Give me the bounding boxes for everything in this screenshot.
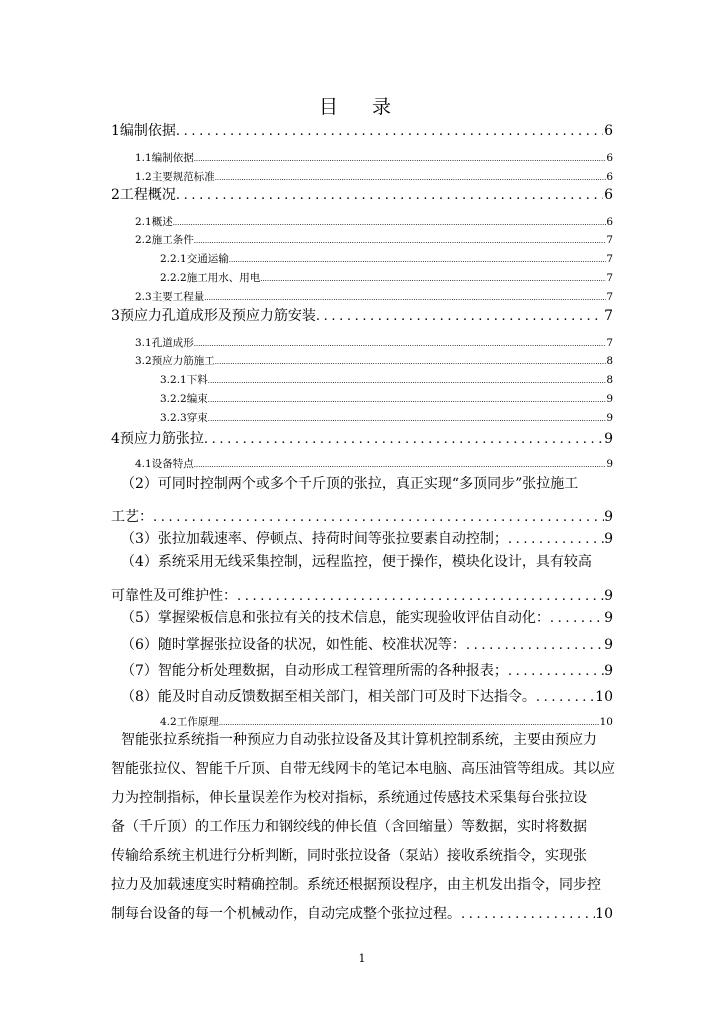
- toc-entry-item-5[interactable]: [111, 607, 613, 627]
- toc-page: 6: [606, 171, 613, 183]
- toc-page: 9: [606, 412, 613, 424]
- toc-title: （7）智能分析处理数据，自动形成工程管理所需的各种报表；: [121, 663, 508, 679]
- toc-title: 编制依据: [151, 152, 194, 164]
- toc-number: 1: [111, 123, 120, 139]
- toc-number: 2.1: [135, 216, 152, 228]
- toc-entry-4[interactable]: [111, 428, 613, 448]
- toc-title: 预应力孔道成形及预应力筋安装: [119, 308, 316, 324]
- toc-page: 10: [595, 906, 613, 922]
- dot-leader: [508, 664, 604, 679]
- toc-entry-3-1[interactable]: [135, 335, 613, 350]
- toc-number: 2.2: [135, 234, 152, 246]
- paragraph-line: 智能张拉仪、智能千斤顶、自带无线网卡的笔记本电脑、高压油管等组成。其以应: [111, 761, 615, 777]
- toc-entry-3-2-3[interactable]: [160, 410, 613, 425]
- paragraph-line: 备（千斤顶）的工作压力和钢绞线的伸长值（含回缩量）等数据，实时将数据: [111, 819, 587, 835]
- dot-leader: [204, 432, 603, 447]
- page-title: 目 录: [318, 96, 406, 118]
- toc-number: 3.2.2: [160, 393, 187, 405]
- toc-title: （8）能及时自动反馈数据至相关部门，相关部门可及时下达指令。: [121, 689, 536, 705]
- dot-leader: [208, 377, 607, 385]
- dot-leader: [208, 396, 607, 404]
- toc-page: 9: [606, 458, 613, 470]
- toc-title: 施工条件: [151, 234, 194, 246]
- toc-title: 穿束: [186, 412, 208, 424]
- dot-leader: [536, 690, 595, 705]
- toc-number: 3.1: [135, 337, 152, 349]
- toc-title: 施工用水、用电: [186, 272, 261, 284]
- paragraph-line: 拉力及加载速度实时精确控制。系统还根据预设程序，由主机发出指令，同步控: [111, 877, 601, 893]
- toc-number: 3.2: [135, 355, 152, 367]
- toc-entry-item-8[interactable]: [111, 686, 613, 706]
- toc-page: 9: [604, 509, 613, 525]
- dot-leader: [316, 309, 603, 324]
- toc-entry-item-6[interactable]: [111, 634, 613, 654]
- toc-entry-2[interactable]: [111, 184, 613, 204]
- dot-leader: [550, 611, 604, 626]
- toc-entry-1[interactable]: [111, 120, 613, 140]
- toc-page: 7: [606, 234, 613, 246]
- toc-entry-3-2-2[interactable]: [160, 391, 613, 406]
- dot-leader: [461, 900, 595, 929]
- dot-leader: [176, 124, 603, 139]
- toc-page: 9: [606, 393, 613, 405]
- toc-page: 9: [604, 431, 613, 447]
- toc-number: 4: [111, 431, 120, 447]
- toc-title: 概述: [151, 216, 173, 228]
- dot-leader: [466, 638, 604, 653]
- toc-page: 10: [595, 689, 613, 705]
- toc-page: 9: [604, 663, 613, 679]
- toc-number: 2: [111, 187, 120, 203]
- page-number: 1: [358, 952, 366, 965]
- toc-title: （4）系统采用无线采集控制，远程监控，便于操作，模块化设计，具有较高: [121, 554, 592, 570]
- toc-title: 孔道成形: [151, 337, 194, 349]
- toc-title: （6）随时掌握张拉设备的状况，如性能、校准状况等：: [121, 637, 466, 653]
- toc-title: 预应力筋张拉: [119, 431, 204, 447]
- toc-title-cont: 可靠性及可维护性：: [111, 588, 237, 604]
- paragraph-line: 传输给系统主机进行分析判断，同时张拉设备（泵站）接收系统指令，实现张: [111, 848, 587, 864]
- toc-page: 6: [606, 216, 613, 228]
- toc-page: 7: [604, 308, 613, 324]
- toc-title: （3）张拉加载速率、停顿点、持荷时间等张拉要素自动控制；: [121, 531, 508, 547]
- toc-number: 1.1: [135, 152, 152, 164]
- toc-entry-1-2[interactable]: [135, 169, 613, 184]
- toc-number: 4.2: [160, 716, 177, 728]
- toc-title: 设备特点: [151, 458, 194, 470]
- toc-page: 7: [606, 291, 613, 303]
- dot-leader: [215, 358, 607, 366]
- toc-title: 编制依据: [119, 123, 176, 139]
- toc-entry-1-1[interactable]: [135, 150, 613, 165]
- toc-title: 编束: [186, 393, 208, 405]
- toc-page: 6: [606, 152, 613, 164]
- toc-number: 4.1: [135, 458, 152, 470]
- dot-leader: [260, 275, 606, 283]
- toc-entry-2-2-1[interactable]: [160, 251, 613, 266]
- toc-page: 7: [606, 337, 613, 349]
- toc-title: （5）掌握梁板信息和张拉有关的技术信息，能实现验收评估自动化：: [121, 610, 550, 626]
- toc-title: 工程概况: [119, 187, 176, 203]
- dot-leader: [173, 219, 607, 227]
- toc-title-cont: 工艺：: [111, 509, 153, 525]
- dot-leader: [194, 237, 607, 245]
- toc-page: 10: [599, 716, 613, 728]
- dot-leader: [229, 256, 607, 264]
- toc-page: 8: [606, 355, 613, 367]
- toc-title: 预应力筋施工: [151, 355, 215, 367]
- dot-leader: [204, 294, 606, 302]
- dot-leader: [215, 174, 607, 182]
- dot-leader: [194, 340, 607, 348]
- toc-page: 7: [606, 253, 613, 265]
- dot-leader: [208, 415, 607, 423]
- toc-entry-2-2-2[interactable]: [160, 270, 613, 285]
- toc-entry-item-7[interactable]: [111, 660, 613, 680]
- toc-number: 1.2: [135, 171, 152, 183]
- toc-page: 7: [606, 272, 613, 284]
- toc-entry-3[interactable]: [111, 305, 613, 325]
- dot-leader: [176, 188, 603, 203]
- toc-entry-paragraph[interactable]: [111, 726, 613, 929]
- toc-title: 主要工程量: [151, 291, 205, 303]
- toc-entry-item-2[interactable]: [111, 468, 613, 534]
- toc-title: 主要规范标准: [151, 171, 215, 183]
- toc-title: 工作原理: [176, 716, 219, 728]
- toc-number: 3.2.3: [160, 412, 187, 424]
- paragraph-line: 制每台设备的每一个机械动作，自动完成整个张拉过程。: [111, 906, 461, 922]
- toc-number: 2.2.1: [160, 253, 187, 265]
- toc-title: 下料: [186, 374, 208, 386]
- toc-entry-3-2[interactable]: [135, 353, 613, 368]
- dot-leader: [194, 155, 607, 163]
- toc-page: 9: [604, 588, 613, 604]
- toc-number: 2.2.2: [160, 272, 187, 284]
- toc-entry-3-2-1[interactable]: [160, 372, 613, 387]
- paragraph-line: 力为控制指标，伸长量误差作为校对指标，系统通过传感技术采集每台张拉设: [111, 790, 587, 806]
- toc-entry-2-1[interactable]: [135, 214, 613, 229]
- toc-page: 6: [604, 187, 613, 203]
- toc-page: 9: [604, 531, 613, 547]
- toc-title: 交通运输: [186, 253, 229, 265]
- toc-entry-2-2[interactable]: [135, 232, 613, 247]
- toc-page: 9: [604, 637, 613, 653]
- toc-title: （2）可同时控制两个或多个千斤顶的张拉，真正实现“多顶同步”张拉施工: [121, 476, 579, 492]
- toc-page: 9: [604, 610, 613, 626]
- toc-entry-item-4[interactable]: [111, 545, 613, 614]
- toc-entry-2-3[interactable]: [135, 289, 613, 304]
- toc-page: 8: [606, 374, 613, 386]
- toc-number: 2.3: [135, 291, 152, 303]
- toc-number: 3: [111, 308, 120, 324]
- toc-page: 6: [604, 123, 613, 139]
- toc-number: 3.2.1: [160, 374, 187, 386]
- paragraph-line: 智能张拉系统指一种预应力自动张拉设备及其计算机控制系统，主要由预应力: [121, 732, 597, 748]
